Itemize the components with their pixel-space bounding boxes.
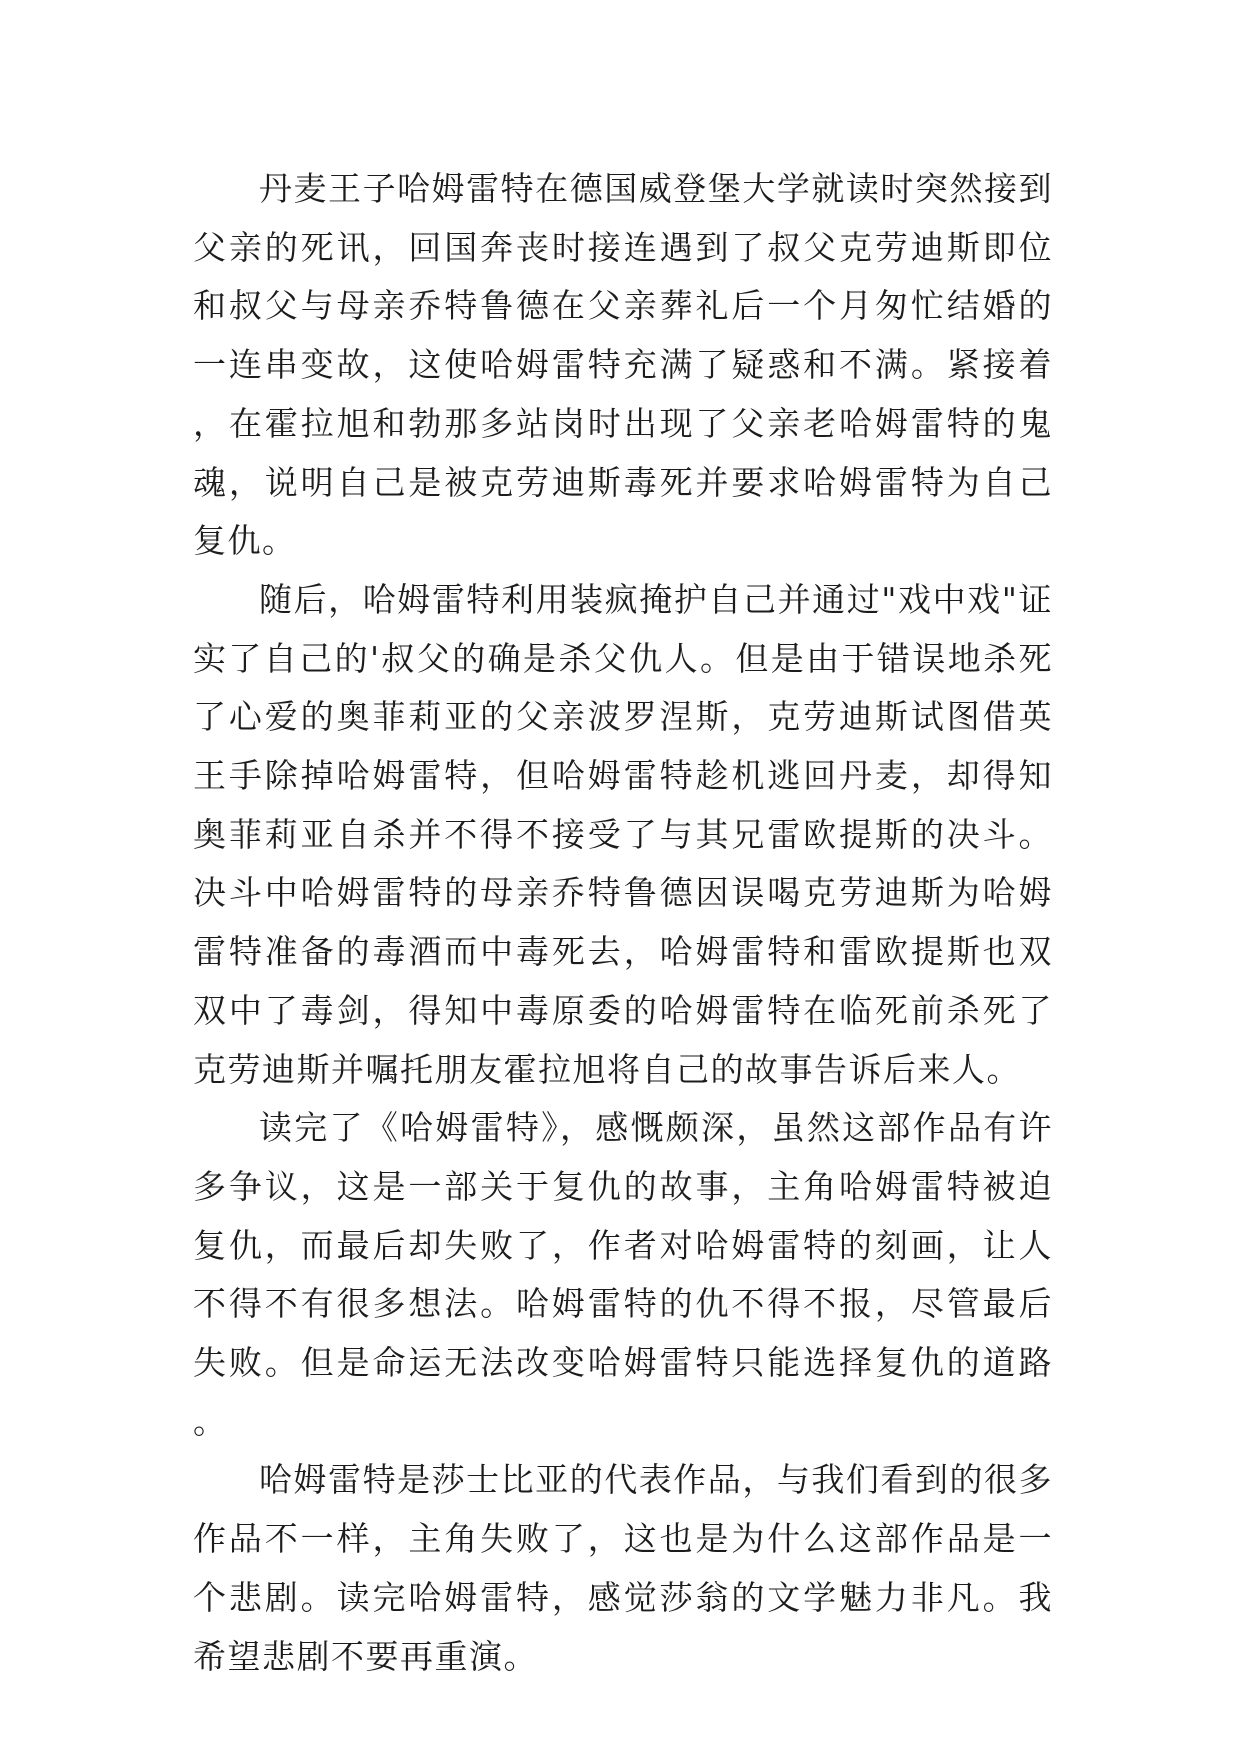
paragraph-2: 随后，哈姆雷特利用装疯掩护自己并通过"戏中戏"证实了自己的'叔父的确是杀父仇人。但是由于错误地杀死了心爱的奥菲莉亚的父亲波罗涅斯，克劳迪斯试图借英王手除掉哈姆雷特，但哈姆雷特趁机逃回丹麦，却得知奥菲莉亚自杀并不得不接受了与其兄雷欧提斯的决斗。决斗中哈姆雷特的母亲乔特鲁德因误喝克劳迪斯为哈姆雷特准备的毒酒而中毒死去，哈姆雷特和雷欧提斯也双双中了毒剑，得知中毒原委的哈姆雷特在临死前杀死了克劳迪斯并嘱托朋友霍拉旭将自己的故事告诉后来人。	[193, 579, 1053, 1089]
paragraph-3: 读完了《哈姆雷特》，感慨颇深，虽然这部作品有许多争议，这是一部关于复仇的故事，主角哈姆雷特被迫复仇，而最后却失败了，作者对哈姆雷特的刻画，让人不得不有很多想法。哈姆雷特的仇不得不报，尽管最后失败。但是命运无法改变哈姆雷特只能选择复仇的道路。	[193, 1108, 1053, 1441]
paragraph-1: 丹麦王子哈姆雷特在德国威登堡大学就读时突然接到父亲的死讯，回国奔丧时接连遇到了叔父克劳迪斯即位和叔父与母亲乔特鲁德在父亲葬礼后一个月匆忙结婚的一连串变故，这使哈姆雷特充满了疑惑和不满。紧接着，在霍拉旭和勃那多站岗时出现了父亲老哈姆雷特的鬼魂，说明自己是被克劳迪斯毒死并要求哈姆雷特为自己复仇。	[193, 169, 1053, 561]
paragraph-4: 哈姆雷特是莎士比亚的代表作品，与我们看到的很多作品不一样，主角失败了，这也是为什么这部作品是一个悲剧。读完哈姆雷特，感觉莎翁的文学魅力非凡。我希望悲剧不要再重演。	[193, 1460, 1053, 1676]
essay-body	[193, 160, 1053, 1686]
